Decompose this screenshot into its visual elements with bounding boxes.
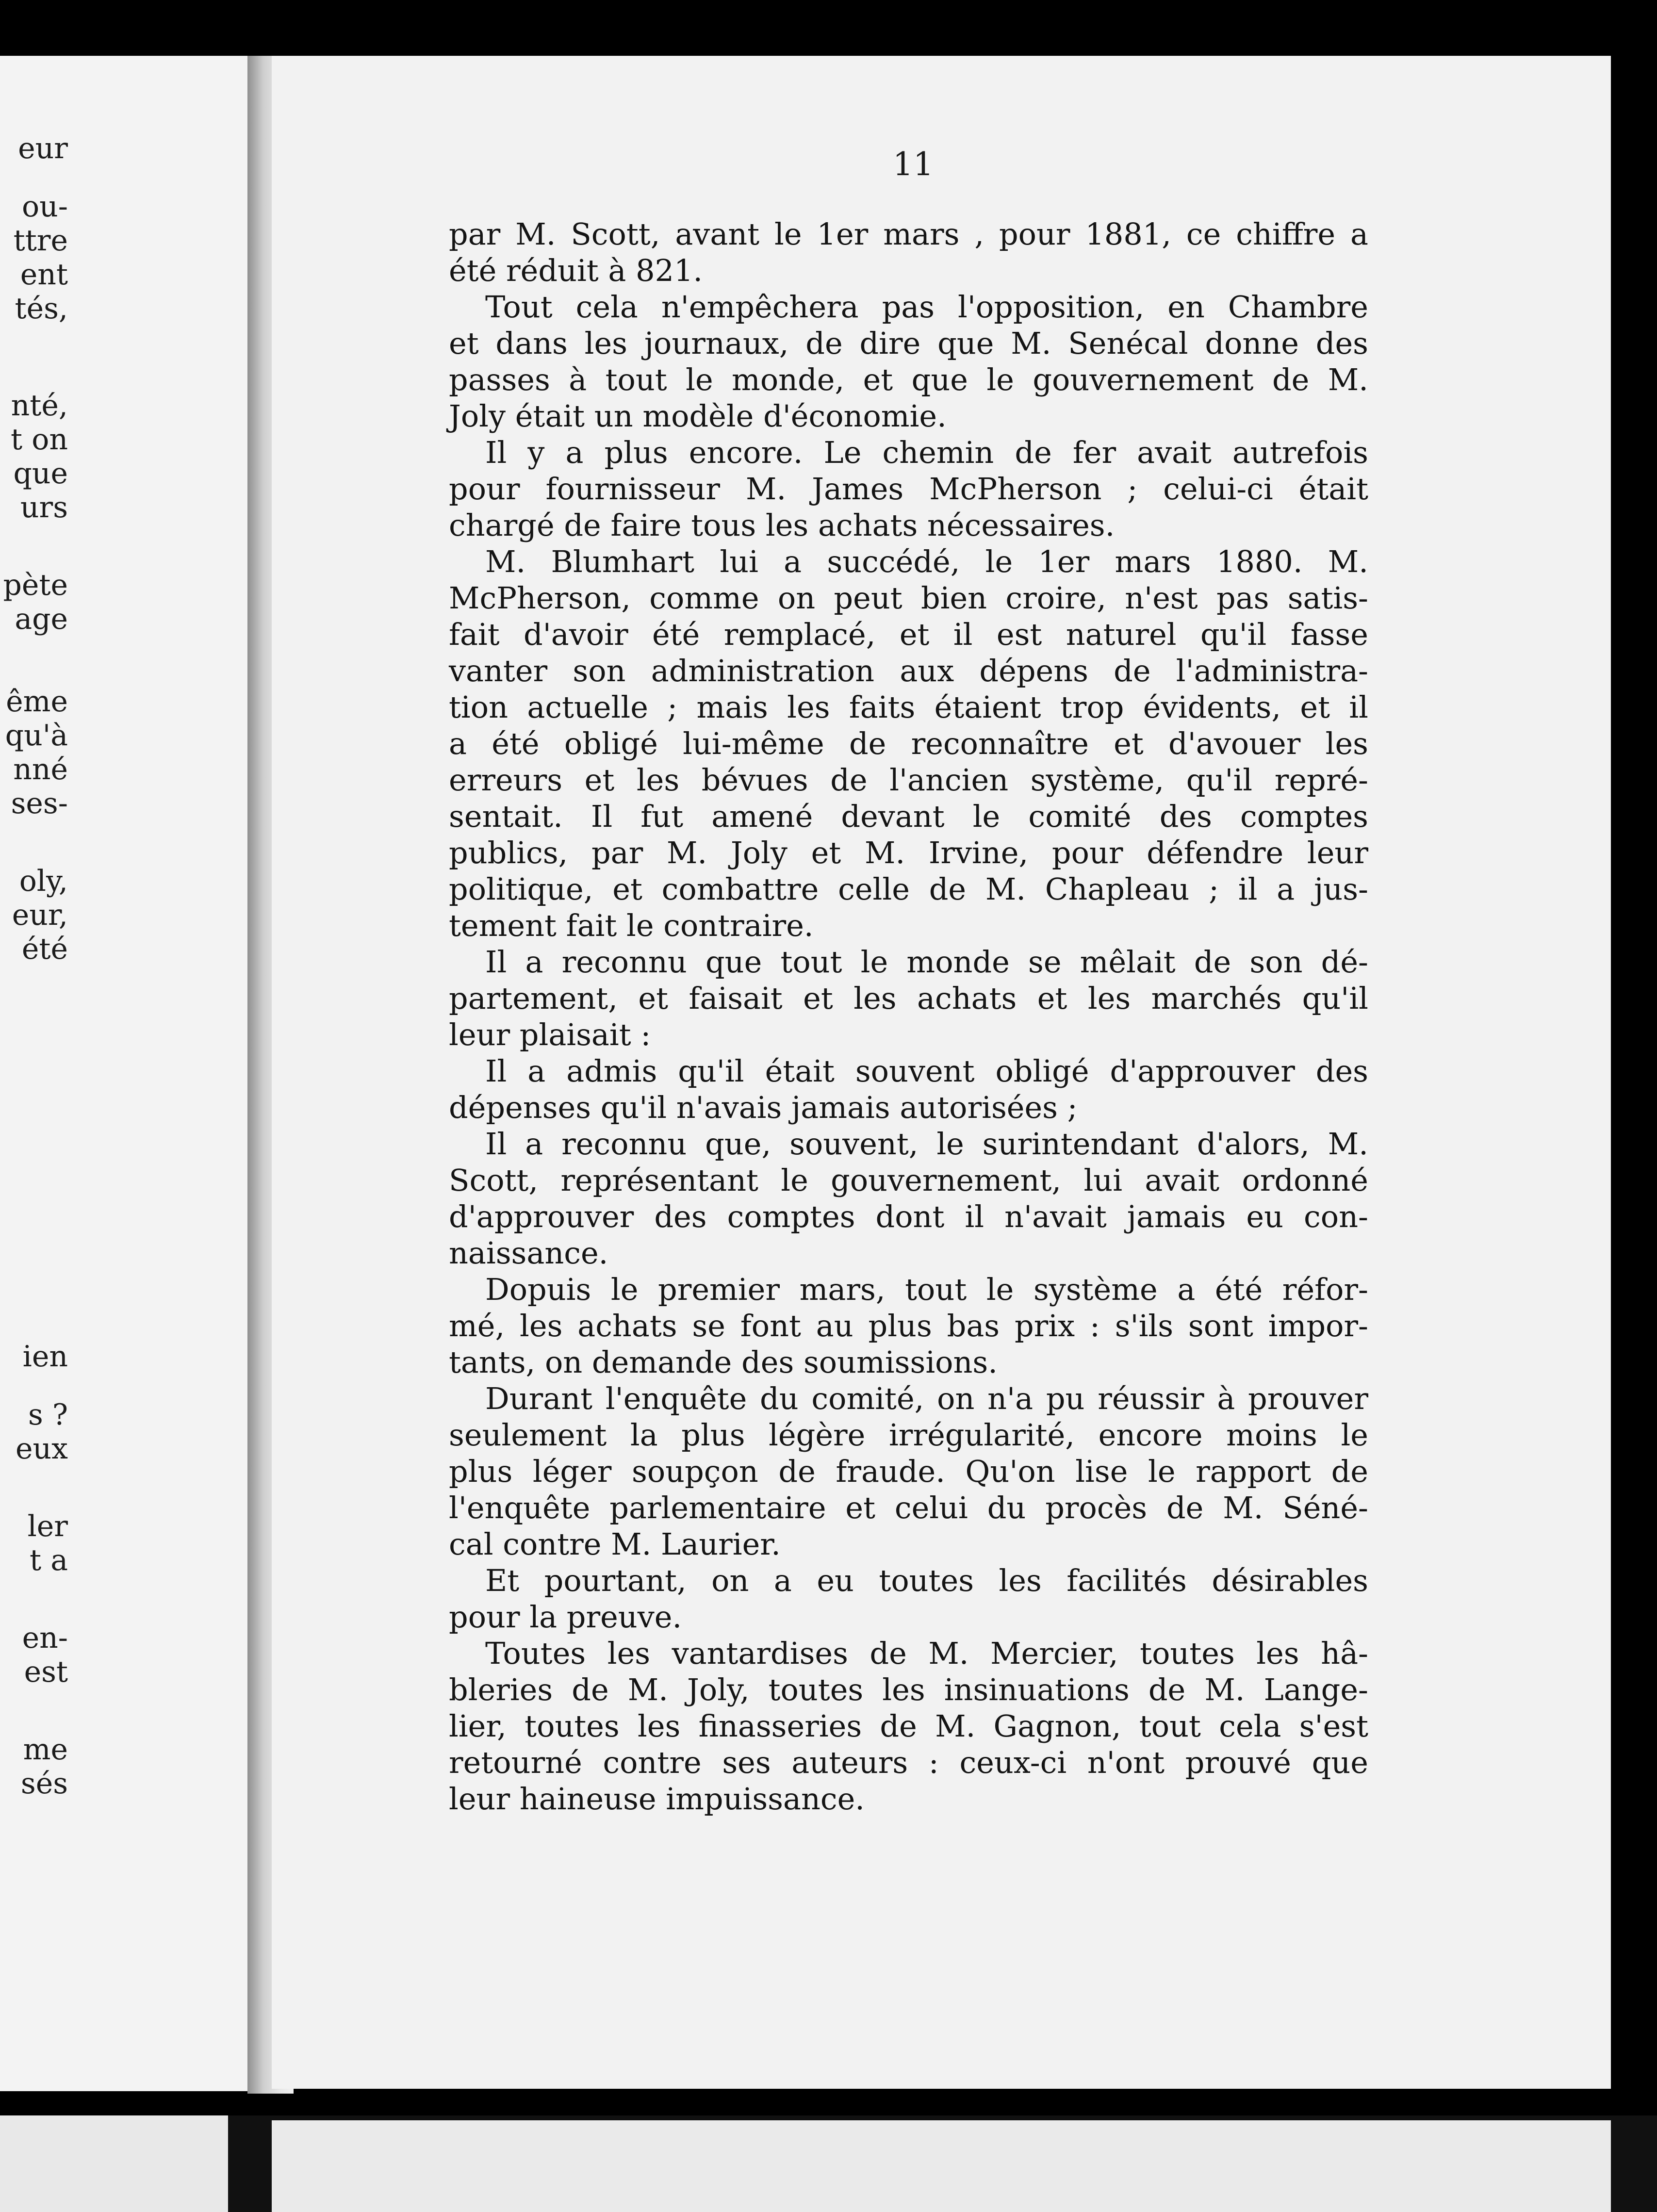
text-line: mé, les achats se font au plus bas prix : s'ils sont impor-: [449, 1308, 1368, 1344]
text-line: leur plaisait :: [449, 1017, 651, 1052]
paragraph: [449, 434, 1368, 543]
text-line: d'approuver des comptes dont il n'avait jamais eu con-: [449, 1199, 1368, 1234]
text-line: Scott, représentant le gouvernement, lui avait ordonné: [449, 1163, 1368, 1198]
left-page-fragment: que: [13, 457, 68, 491]
text-line: plus léger soupçon de fraude. Qu'on lise le rapport de: [449, 1454, 1368, 1489]
text-line: leur haineuse impuissance.: [449, 1781, 865, 1817]
text-line: McPherson, comme on peut bien croire, n'est pas satis-: [449, 580, 1368, 616]
text-line: erreurs et les bévues de l'ancien système, qu'il repré-: [449, 762, 1368, 798]
text-line: chargé de faire tous les achats nécessaires.: [449, 508, 1115, 543]
text-line: lier, toutes les finasseries de M. Gagnon, tout cela s'est: [449, 1708, 1368, 1744]
text-line: Joly était un modèle d'économie.: [449, 398, 947, 434]
left-facing-page: [0, 56, 255, 2091]
paragraph: [449, 944, 1368, 1053]
left-page-fragment: en-: [22, 1621, 68, 1655]
text-line: retourné contre ses auteurs : ceux-ci n'ont prouvé que: [449, 1745, 1368, 1780]
text-line: Il y a plus encore. Le chemin de fer avait autrefois: [485, 435, 1368, 470]
left-page-fragment: eur,: [12, 898, 68, 932]
text-line: politique, et combattre celle de M. Chapleau ; il a jus-: [449, 871, 1368, 907]
text-line: tants, on demande des soumissions.: [449, 1344, 998, 1380]
left-page-fragment: urs: [20, 491, 68, 524]
text-line: Il a reconnu que tout le monde se mêlait de son dé-: [485, 944, 1368, 980]
left-page-fragment: est: [24, 1655, 68, 1689]
text-line: partement, et faisait et les achats et les marchés qu'il: [449, 981, 1368, 1016]
text-line: et dans les journaux, de dire que M. Senécal donne des: [449, 326, 1368, 361]
text-line: Toutes les vantardises de M. Mercier, toutes les hâ-: [485, 1636, 1368, 1671]
paragraph: [449, 1126, 1368, 1271]
text-line: tement fait le contraire.: [449, 908, 814, 943]
text-line: Il a reconnu que, souvent, le surintendant d'alors, M.: [485, 1126, 1368, 1162]
left-page-fragment: nté,: [11, 389, 68, 423]
body-text: [449, 216, 1368, 1817]
text-line: M. Blumhart lui a succédé, le 1er mars 1880. M.: [485, 544, 1368, 579]
text-line: pour la preuve.: [449, 1599, 682, 1635]
paragraph: [449, 1635, 1368, 1817]
text-line: Et pourtant, on a eu toutes les facilités désirables: [485, 1563, 1368, 1598]
left-page-fragment: nné: [13, 753, 68, 786]
text-line: Il a admis qu'il était souvent obligé d'approuver des: [485, 1053, 1368, 1089]
left-page-fragment: eux: [16, 1432, 68, 1466]
left-page-fragment: s ?: [28, 1398, 68, 1432]
paragraph: [449, 216, 1368, 289]
left-page-fragment: oly,: [19, 864, 68, 898]
text-line: seulement la plus légère irrégularité, encore moins le: [449, 1417, 1368, 1453]
paragraph: [449, 1562, 1368, 1635]
paragraph: [449, 1271, 1368, 1380]
left-page-fragment: ttre: [13, 224, 68, 258]
left-page-fragment: ême: [6, 685, 68, 719]
text-line: vanter son administration aux dépens de l'administra-: [449, 653, 1368, 688]
left-page-fragment: age: [15, 602, 68, 636]
left-page-fragment: sés: [20, 1767, 68, 1801]
text-line: publics, par M. Joly et M. Irvine, pour défendre leur: [449, 835, 1368, 870]
text-line: fait d'avoir été remplacé, et il est naturel qu'il fasse: [449, 617, 1368, 652]
text-line: dépenses qu'il n'avais jamais autorisées ;: [449, 1090, 1078, 1125]
page-number: 11: [893, 146, 934, 183]
text-line: cal contre M. Laurier.: [449, 1526, 781, 1562]
left-page-fragment: ou-: [21, 190, 68, 224]
paragraph: [449, 1053, 1368, 1126]
left-page-fragment: ler: [27, 1509, 68, 1543]
paragraph: [449, 1380, 1368, 1562]
left-page-fragment: ent: [20, 258, 68, 292]
text-line: bleries de M. Joly, toutes les insinuations de M. Lange-: [449, 1672, 1368, 1707]
left-page-fragment: qu'à: [5, 719, 68, 753]
text-line: sentait. Il fut amené devant le comité des comptes: [449, 799, 1368, 834]
left-page-fragment: t on: [11, 423, 68, 457]
left-page-fragment: t a: [30, 1543, 68, 1577]
text-line: passes à tout le monde, et que le gouvernement de M.: [449, 362, 1368, 397]
paragraph: [449, 289, 1368, 434]
text-line: été réduit à 821.: [449, 253, 703, 288]
left-page-fragment: me: [23, 1733, 68, 1767]
text-line: Tout cela n'empêchera pas l'opposition, en Chambre: [485, 289, 1368, 325]
text-line: naissance.: [449, 1235, 608, 1271]
text-line: Dopuis le premier mars, tout le système a été réfor-: [485, 1272, 1368, 1307]
left-page-fragment: ses-: [11, 786, 68, 820]
next-left-sheet: [0, 2115, 228, 2212]
text-line: pour fournisseur M. James McPherson ; celui-ci était: [449, 471, 1368, 507]
text-line: tion actuelle ; mais les faits étaient trop évidents, et il: [449, 689, 1368, 725]
paragraph: [449, 543, 1368, 944]
left-page-fragment: été: [21, 932, 68, 966]
left-page-fragment: eur: [18, 131, 68, 165]
next-right-sheet: [272, 2120, 1611, 2212]
text-line: par M. Scott, avant le 1er mars , pour 1881, ce chiffre a: [449, 216, 1368, 252]
text-line: a été obligé lui-même de reconnaître et d'avouer les: [449, 726, 1368, 761]
left-page-fragment: ien: [22, 1340, 68, 1374]
text-line: l'enquête parlementaire et celui du procès de M. Séné-: [449, 1490, 1368, 1525]
left-page-fragment: pète: [3, 568, 68, 602]
text-line: Durant l'enquête du comité, on n'a pu réussir à prouver: [485, 1381, 1368, 1416]
left-page-fragment: tés,: [15, 292, 68, 326]
next-page-edge: [0, 2115, 1657, 2212]
